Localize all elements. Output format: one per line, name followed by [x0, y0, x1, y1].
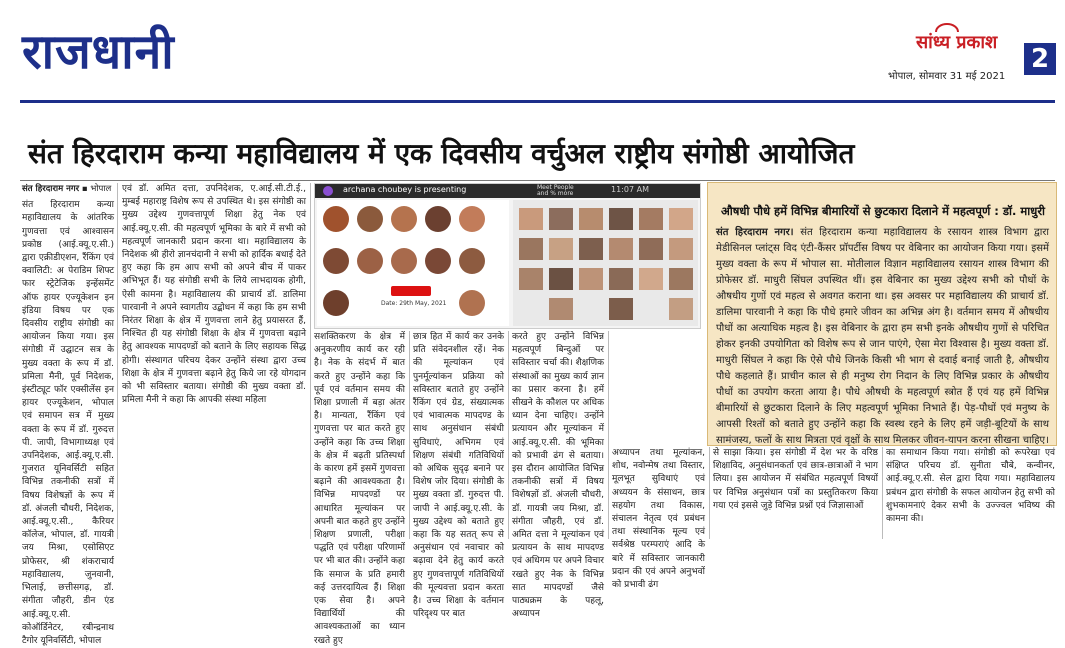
- participant-thumb: [579, 208, 603, 230]
- webinar-top-bar: [315, 184, 700, 198]
- presenter-label: archana choubey is presenting: [343, 185, 467, 194]
- participant-thumb: [579, 268, 603, 290]
- speaker-photo: [357, 206, 383, 232]
- speaker-photo: [323, 248, 349, 274]
- speaker-photo: [425, 248, 451, 274]
- participant-thumb: [549, 238, 573, 260]
- sidebar-body: [716, 225, 1049, 446]
- webinar-date: Date: 29th May, 2021: [381, 300, 447, 307]
- sidebar-separator: ।: [789, 227, 801, 238]
- article-column-7: से साझा किया। इस संगोष्ठी में देश भर के वरिष्ठ शिक्षाविद, अनुसंधानकर्ता एवं छात्र-छात्राओं ने भाग लिया। इस आयोजन में संबंधित महत्वपूर्ण विषयों पर विभिन्न अनुसंधान पत्रों का प्रस्तुतिकरण किया गया एवं इससे जुड़े विभिन्न प्रश्नों एवं जिज्ञासाओं: [713, 448, 878, 511]
- issue-dateline: भोपाल, सोमवार 31 मई 2021: [888, 71, 1006, 82]
- participant-thumb: [639, 268, 663, 290]
- participant-thumb: [609, 298, 633, 320]
- headline-rule: [20, 180, 1055, 181]
- speaker-photo: [323, 290, 349, 316]
- column-divider: [117, 183, 118, 539]
- article-column-4: छात्र हित में कार्य कर उनके प्रति संवेदनशील रहें। नेक की मूल्यांकन एवं पुनर्मूल्यांकन प्रक्रिया को सविस्तार बताते हुए उन्होंने रैंकिंग एवं ग्रेड, संख्यात्मक एवं भावात्मक मापदण्ड के साथ अनुसंधान संबंधी सुविधाएं, अभिगम एवं शिक्षण संबंधी गतिविधियों को अधिक सुदृढ़ बनाने पर विशेष जोर दिया। संगोष्ठी के मुख्य वक्ता डॉ. गुरुदत्त पी. जापी ने आई.क्यू.ए.सी. के मुख्य उद्देश्य को बताते हुए कहा कि यह सतत् रूप से अनुसंधान एवं नवाचार को बढ़ावा देने हेतु कार्य करते हुए गुणवत्तापूर्ण गतिविधियों की मूल्यवत्ता प्रदान करता है। उच्च शिक्षा के वर्तमान परिदृश्य पर बात: [413, 332, 504, 620]
- participant-thumb: [609, 238, 633, 260]
- masthead-section-title: राजधानी: [22, 24, 175, 80]
- column-divider: [608, 331, 609, 539]
- column-divider: [882, 447, 883, 539]
- participant-thumb: [549, 208, 573, 230]
- article-column-1: [22, 183, 114, 646]
- column-divider: [310, 183, 311, 539]
- participant-thumb: [549, 268, 573, 290]
- slide-panel: [317, 200, 509, 326]
- byline-place: संत हिरदाराम नगर: [22, 184, 80, 194]
- byline-separator: ▪: [81, 184, 88, 194]
- byline: [22, 183, 114, 196]
- participant-thumb: [549, 298, 573, 320]
- participant-thumb: [519, 208, 543, 230]
- byline-city: भोपाल: [90, 184, 112, 194]
- article-column-6: अध्यापन तथा मूल्यांकन, शोध, नवोन्मेष तथा विस्तार, मूलभूत सुविधाएं एवं अध्ययन के संसाधन, छात्र सहयोग तथा विकास, संचालन नेतृत्व एवं प्रबंधन तथा संस्थानिक मूल्य एवं सर्वश्रेष्ठ परम्पराएं आदि के बारे में सविस्तार जानकारी प्रदान की एवं अपने अनुभवों को प्रभावी ढंग: [612, 448, 705, 591]
- live-badge: [391, 286, 431, 296]
- masthead-rule: [20, 100, 1055, 103]
- presenter-avatar: [323, 186, 333, 196]
- speaker-photo: [391, 206, 417, 232]
- sidebar-text: संत हिरदाराम कन्या महाविद्यालय के रसायन शास्त्र विभाग द्वारा मेडीसिनल प्लांट्स विद एंटी-कैंसर प्रॉपर्टीस विषय पर वेबिनार का आयोजन किया गया। इसमें मुख्य वक्ता के रूप में भोपाल सा. मोतीलाल विज्ञान महाविद्यालय रसायन शास्त्र विभाग की प्रोफेसर डॉ. माधुरी सिंघल उपस्थित थीं। इस वेबिनार का मुख्य उद्देश्य सभी को पौधों के औषधीय गुणों एवं महत्व से अवगत कराना था। इस अवसर पर महाविद्यालय की प्राचार्य डॉ. डालिमा पारवानी ने कहा कि पौधे हमारे जीवन का अभिन्न अंग है। वर्तमान समय में औषधीय पौधों का अत्याधिक महत्व है। इस वेबिनार के द्वारा हम सभी इनके औषधीय गुणों से परिचित होकर इनकी उपयोगिता को विशेष रूप से जान पाएंगे, ऐसा मेरा विश्वास है। मुख्य वक्ता डॉ. माधुरी सिंघल ने कहा कि ऐसे पौधे जिनके किसी भी भाग से दवाई बनाई जाती है, औषधीय पौधे कहलाते हैं। प्राचीन काल से ही मनुष्य रोग निदान के लिए विभिन्न प्रकार के औषधीय पौधों का उपयोग करता आया है। पौधे औषधी के महत्वपूर्ण स्त्रोत हैं एवं यह हमें विभिन्न बीमारियों से छुटकारा दिलाने के लिए महत्वपूर्ण भूमिका निभाते हैं। पेड़-पौधों एवं मनुष्य के आपसी रिश्तों को बताते हुए उन्होंने कहा कि स्वस्थ रहने के लिए हमें जड़ी-बूटियों के साथ सामंजस्य, फलों के साथ मित्रता एवं वृक्षों के साथ मिलकर जीवन-यापन करना सीखना चाहिए।: [716, 227, 1049, 446]
- participant-thumb: [669, 238, 693, 260]
- article-column-8: का समाधान किया गया। संगोष्ठी को रूपरेखा एवं संक्षिप्त परिचय डॉ. सुनीता चौबे, कन्वीनर, आई.क्यू.ए.सी. सेल द्वारा दिया गया। महाविद्यालय प्रबंधन द्वारा संगोष्ठी के सफल आयोजन हेतु सभी को शुभकामनाएं देकर सभी के उज्ज्वल भविष्य की कामना की।: [886, 448, 1055, 525]
- speaker-photo: [323, 206, 349, 232]
- column-divider: [409, 331, 410, 539]
- speaker-photo: [391, 248, 417, 274]
- participant-thumb: [609, 268, 633, 290]
- speaker-photo: [459, 248, 485, 274]
- main-headline: संत हिरदाराम कन्या महाविद्यालय में एक दिवसीय वर्चुअल राष्ट्रीय संगोष्ठी आयोजित: [28, 137, 855, 170]
- participant-thumb: [579, 238, 603, 260]
- participant-thumb: [639, 208, 663, 230]
- participant-thumb: [609, 208, 633, 230]
- column-text: संत हिरदाराम कन्या महाविद्यालय के आंतरिक गुणवत्ता एवं आश्वासन प्रकोष्ठ (आई.क्यू.ए.सी.) द्वारा एक्रीडीएशन, रैंकिंग एवं क्वालिटी: अ पेराडिम शिफ्ट फार स्ट्रेटेजिक इन्हेंसमेंट ऑफ हायर एज्यूकेशन इन इंडिया विषय पर एक दिवसीय राष्ट्रीय संगोष्ठी का आयोजन किया गया। इस संगोष्ठी में उद्घाटन सत्र के मुख्य वक्ता के रूप में डॉ. प्रमिला मैनी, पूर्व निदेशक, इंस्टीट्यूट फॉर एक्सीलेंस इन हायर एज्यूकेशन, भोपाल एवं समापन सत्र में मुख्य वक्ता के रूप में डॉ. गुरुदत्त पी. जापी, विभागाध्यक्ष एवं उपनिदेशक, आई.क्यू.ए.सी. गुजरात यूनिवर्सिटी सहित विभिन्न तकनीकी सत्रों में विषय विशेषज्ञों के रूप में डॉ. अंजली चौधरी, निदेशक, आई.क्यू.ए.सी., कैरियर कॉलेज, भोपाल, डॉ. गायत्री जय मिश्रा, एसोसिएट प्रोफेसर, श्री शंकराचार्य महाविद्यालय, जुनवानी, भिलाई, छत्तीसगढ़, डॉ. संगीता जौहरी, डीन एंड आई.क्यू.ए.सी. कोऑर्डिनेटर, रबीन्द्रनाथ टैगोर यूनिवर्सिटी, भोपाल: [22, 200, 114, 646]
- sidebar-headline: औषधी पौधे हमें विभिन्न बीमारियों से छुटकारा दिलाने में महत्वपूर्ण : डॉ. माधुरी: [720, 204, 1046, 218]
- meet-menu: Meet People and % more: [537, 184, 574, 197]
- article-column-5: करते हुए उन्होंने विभिन्न महत्वपूर्ण बिन्दुओं पर सविस्तार चर्चा की। शैक्षणिक संस्थाओं का मुख्य कार्य ज्ञान का प्रसार करना है। हमें सीखने के कौशल पर अधिक ध्यान देना चाहिए। उन्होंने प्रत्यायन और मूल्यांकन में आई.क्यू.ए.सी. की भूमिका को प्रभावी ढंग से बताया। इस दौरान आयोजित विभिन्न तकनीकी सत्रों में विषय विशेषज्ञों डॉ. अंजली चौधरी, डॉ. गायत्री जय मिश्रा, डॉ. संगीता जौहरी, एवं डॉ. अमित दत्ता ने मूल्यांकन एवं प्रत्यायन के साथ मापदण्ड एवं अधिगम पर अपने विचार रखते हुए नेक के विभिन्न सात मापदण्डों जैसे पाठ्यक्रम के पहलू, अध्यापन: [512, 332, 604, 620]
- speaker-photo: [357, 248, 383, 274]
- participant-thumb: [669, 208, 693, 230]
- sidebar-place: संत हिरदाराम नगर: [716, 227, 790, 238]
- article-column-2: एवं डॉ. अमित दत्ता, उपनिदेशक, ए.आई.सी.टी.ई., मुम्बई महाराष्ट्र विशेष रूप से उपस्थित थे। इस संगोष्ठी का मुख्य उद्देश्य गुणवत्तापूर्ण शिक्षा हेतु नेक एवं आई.क्यू.ए.सी. की महत्वपूर्ण भूमिका के बारे में सभी को महत्वपूर्ण जानकारी प्रदान करना था। महाविद्यालय के निदेशक श्री हीरो ज्ञानचंदानी ने सभी को हार्दिक बधाई देते हुए कहा कि हम आप सभी को अपने बीच में पाकर अभिभूत हैं। यह संगोष्ठी सभी के लिये लाभदायक होगी, ऐसी कामना है। महाविद्यालय की प्राचार्य डॉ. डालिमा पारवानी ने अपने स्वागतीय उद्बोधन में कहा कि हम सभी निरंतर शिक्षा के क्षेत्र में गुणवत्ता लाने हेतु प्रयासरत हैं, निश्चित ही यह संगोष्ठी शिक्षा के क्षेत्र में गुणवत्ता बढ़ाने हेतु आवश्यक मापदण्डों को बताने के लिए सहायक सिद्ध होगी। संस्थागत परिचय देकर उन्होंने संस्था द्वारा उच्च शिक्षा के क्षेत्र में गुणवत्ता बढ़ाने हेतु किये जा रहे योगदान को भी सविस्तार बताया। संगोष्ठी की मुख्य वक्ता डॉ. प्रमिला मैनी ने कहा कि आपकी संस्था महिला: [122, 184, 306, 406]
- speaker-photo: [459, 290, 485, 316]
- speaker-photo: [459, 206, 485, 232]
- clock-time: 11:07 AM: [611, 185, 649, 194]
- participant-thumb: [669, 298, 693, 320]
- participant-thumb: [519, 268, 543, 290]
- participant-grid: [513, 200, 698, 326]
- participant-thumb: [669, 268, 693, 290]
- brand-name: सांध्य प्रकाश: [916, 32, 998, 53]
- column-divider: [709, 447, 710, 539]
- column-divider: [508, 331, 509, 539]
- speaker-photo: [425, 206, 451, 232]
- page-number-badge: 2: [1024, 43, 1056, 75]
- webinar-screenshot: [314, 183, 701, 329]
- article-column-3: सशक्तिकरण के क्षेत्र में अनुकरणीय कार्य कर रही है। नेक के संदर्भ में बात करते हुए उन्होंने कहा कि पूर्व एवं वर्तमान समय की शिक्षा प्रणाली में बड़ा अंतर है। मान्यता, रैंकिंग एवं गुणवत्ता पर बात करते हुए उन्होंने कहा कि उच्च शिक्षा के क्षेत्र में बढ़ती प्रतिस्पर्धा के कारण हमें इसमें गुणवत्ता बढ़ाने की आवश्यकता है। विभिन्न मापदण्डों पर आधारित मूल्यांकन पर अपनी बात कहते हुए उन्होंने शिक्षण प्रणाली, परीक्षा पद्धति एवं परीक्षा परिणामों पर भी बात की। उन्होंने कहा कि समाज के प्रति हमारी कई उत्तरदायित्व हैं। शिक्षा एक सेवा है। अपने विद्यार्थियों की आवश्यकताओं का ध्यान रखते हुए: [314, 332, 405, 646]
- participant-thumb: [639, 238, 663, 260]
- participant-thumb: [519, 238, 543, 260]
